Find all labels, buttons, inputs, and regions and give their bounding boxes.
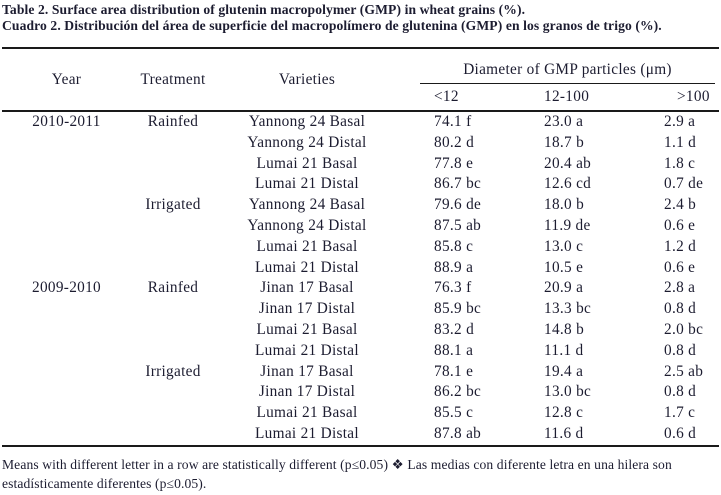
table-row bbox=[2, 195, 719, 216]
cell-d-lt12: 80.2 d bbox=[434, 133, 475, 151]
cell-variety: Jinan 17 Distal bbox=[258, 300, 356, 318]
table-row bbox=[2, 174, 719, 195]
cell-d-lt12: 85.9 bc bbox=[434, 300, 482, 318]
cell-d-gt100: 2.5 ab bbox=[664, 362, 704, 380]
col-header-treatment: Treatment bbox=[117, 48, 229, 111]
cell-d-12-100: 11.6 d bbox=[544, 424, 584, 442]
cell-treatment: Rainfed bbox=[147, 279, 199, 297]
cell-d-12-100: 11.1 d bbox=[544, 341, 584, 359]
table-caption bbox=[2, 2, 719, 33]
cell-d-lt12: 74.1 f bbox=[434, 113, 472, 130]
cell-variety: Jinan 17 Distal bbox=[258, 383, 356, 401]
cell-d-lt12: 83.2 d bbox=[434, 320, 475, 338]
table-row bbox=[2, 216, 719, 237]
col-header-varieties: Varieties bbox=[229, 48, 407, 111]
col-header-lt12: <12 bbox=[407, 84, 519, 111]
cell-d-lt12: 78.1 e bbox=[434, 362, 474, 380]
table-row bbox=[2, 320, 719, 341]
cell-d-gt100: 0.8 d bbox=[664, 341, 697, 359]
cell-variety: Lumai 21 Distal bbox=[255, 175, 359, 193]
cell-treatment bbox=[117, 174, 229, 195]
cell-variety: Yannong 24 Distal bbox=[247, 133, 367, 151]
cell-d-gt100: 2.9 a bbox=[664, 113, 696, 130]
cell-year bbox=[2, 403, 117, 424]
cell-d-gt100: 1.2 d bbox=[664, 237, 697, 255]
cell-variety: Yannong 24 Distal bbox=[247, 216, 367, 234]
cell-variety: Yannong 24 Basal bbox=[248, 196, 366, 214]
cell-variety: Lumai 21 Basal bbox=[256, 404, 358, 422]
table-row bbox=[2, 403, 719, 424]
cell-d-gt100: 1.8 c bbox=[664, 154, 696, 172]
cell-year bbox=[2, 195, 117, 216]
cell-variety: Lumai 21 Distal bbox=[255, 341, 359, 359]
cell-year: 2010-2011 bbox=[32, 113, 101, 130]
table-row bbox=[2, 362, 719, 383]
cell-d-gt100: 0.6 e bbox=[664, 216, 696, 234]
cell-year bbox=[2, 320, 117, 341]
table-row bbox=[2, 237, 719, 258]
cell-d-gt100: 1.7 c bbox=[664, 404, 696, 422]
cell-variety: Lumai 21 Basal bbox=[256, 320, 358, 338]
cell-d-gt100: 2.0 bc bbox=[664, 320, 704, 338]
cell-treatment bbox=[117, 403, 229, 424]
cell-year bbox=[2, 341, 117, 362]
cell-year: 2009-2010 bbox=[32, 279, 101, 297]
table-row bbox=[2, 258, 719, 279]
cell-d-12-100: 20.4 ab bbox=[544, 154, 592, 172]
cell-d-lt12: 79.6 de bbox=[434, 196, 482, 214]
gmp-surface-area-table bbox=[2, 47, 719, 447]
cell-variety: Lumai 21 Basal bbox=[256, 237, 358, 255]
cell-d-lt12: 86.7 bc bbox=[434, 175, 482, 193]
caption-spanish: Cuadro 2. Distribución del área de superficie del macropolímero de glutenina (GMP) en los granos de trigo (%). bbox=[2, 17, 662, 33]
col-group-diameter-label: Diameter of GMP particles (μm) bbox=[420, 61, 715, 84]
cell-year bbox=[2, 362, 117, 383]
cell-d-12-100: 13.0 bc bbox=[544, 383, 592, 401]
table-row bbox=[2, 299, 719, 320]
cell-d-12-100: 14.8 b bbox=[544, 320, 585, 338]
cell-d-gt100: 1.1 d bbox=[664, 133, 697, 151]
col-header-year: Year bbox=[2, 48, 117, 111]
cell-treatment bbox=[117, 133, 229, 154]
table-row bbox=[2, 341, 719, 362]
cell-year bbox=[2, 258, 117, 279]
cell-treatment bbox=[117, 237, 229, 258]
table-row bbox=[2, 133, 719, 154]
cell-year bbox=[2, 133, 117, 154]
cell-d-gt100: 0.7 de bbox=[664, 175, 704, 193]
cell-d-lt12: 88.1 a bbox=[434, 341, 474, 359]
table-row bbox=[2, 111, 719, 133]
cell-treatment bbox=[117, 299, 229, 320]
cell-variety: Jinan 17 Basal bbox=[260, 279, 354, 297]
cell-d-gt100: 0.6 e bbox=[664, 258, 696, 276]
cell-d-lt12: 87.5 ab bbox=[434, 216, 482, 234]
cell-year bbox=[2, 382, 117, 403]
table-row bbox=[2, 382, 719, 403]
table-body bbox=[2, 111, 719, 446]
cell-treatment: Irrigated bbox=[145, 196, 201, 214]
col-header-12-100: 12-100 bbox=[519, 84, 639, 111]
cell-d-12-100: 13.0 c bbox=[544, 237, 584, 255]
cell-d-lt12: 77.8 e bbox=[434, 154, 474, 172]
cell-treatment bbox=[117, 424, 229, 446]
cell-d-lt12: 88.9 a bbox=[434, 258, 474, 276]
cell-treatment bbox=[117, 154, 229, 175]
cell-d-12-100: 12.6 cd bbox=[544, 175, 592, 193]
col-header-gt100: >100 bbox=[639, 84, 719, 111]
cell-treatment bbox=[117, 258, 229, 279]
cell-d-12-100: 23.0 a bbox=[544, 113, 584, 130]
cell-treatment bbox=[117, 320, 229, 341]
cell-d-12-100: 18.0 b bbox=[544, 196, 585, 214]
cell-year bbox=[2, 216, 117, 237]
cell-d-gt100: 2.4 b bbox=[664, 196, 697, 214]
cell-d-12-100: 13.3 bc bbox=[544, 300, 592, 318]
table-row bbox=[2, 424, 719, 446]
cell-treatment bbox=[117, 341, 229, 362]
cell-variety: Yannong 24 Basal bbox=[248, 113, 366, 130]
cell-d-gt100: 0.6 d bbox=[664, 424, 697, 442]
cell-treatment: Rainfed bbox=[147, 113, 199, 130]
table-row bbox=[2, 154, 719, 175]
cell-d-12-100: 19.4 a bbox=[544, 362, 584, 380]
caption-english: Table 2. Surface area distribution of glutenin macropolymer (GMP) in wheat grains (%). bbox=[2, 2, 526, 17]
cell-d-lt12: 87.8 ab bbox=[434, 424, 482, 442]
cell-d-lt12: 85.8 c bbox=[434, 237, 474, 255]
cell-year bbox=[2, 154, 117, 175]
cell-year bbox=[2, 424, 117, 446]
col-group-diameter bbox=[407, 48, 719, 84]
cell-d-lt12: 86.2 bc bbox=[434, 383, 482, 401]
cell-d-gt100: 0.8 d bbox=[664, 300, 697, 318]
cell-year bbox=[2, 174, 117, 195]
cell-d-12-100: 18.7 b bbox=[544, 133, 585, 151]
cell-d-lt12: 85.5 c bbox=[434, 404, 474, 422]
cell-d-12-100: 10.5 e bbox=[544, 258, 584, 276]
cell-d-gt100: 0.8 d bbox=[664, 383, 697, 401]
cell-d-lt12: 76.3 f bbox=[434, 279, 472, 297]
cell-d-12-100: 12.8 c bbox=[544, 404, 584, 422]
cell-d-12-100: 20.9 a bbox=[544, 279, 584, 297]
cell-treatment bbox=[117, 216, 229, 237]
cell-d-12-100: 11.9 de bbox=[544, 216, 591, 234]
table-row bbox=[2, 278, 719, 299]
table-footnote: Means with different letter in a row are statistically different (p≤0.05) ❖ Las medias con diferente letra en una hilera son estadísticamente diferentes (p≤0.05). bbox=[2, 456, 672, 492]
cell-variety: Lumai 21 Basal bbox=[256, 154, 358, 172]
cell-variety: Jinan 17 Basal bbox=[260, 362, 354, 380]
header-row-group bbox=[2, 48, 719, 84]
cell-variety: Lumai 21 Distal bbox=[255, 424, 359, 442]
cell-variety: Lumai 21 Distal bbox=[255, 258, 359, 276]
cell-treatment bbox=[117, 382, 229, 403]
cell-treatment: Irrigated bbox=[145, 362, 201, 380]
cell-d-gt100: 2.8 a bbox=[664, 279, 696, 297]
cell-year bbox=[2, 237, 117, 258]
cell-year bbox=[2, 299, 117, 320]
